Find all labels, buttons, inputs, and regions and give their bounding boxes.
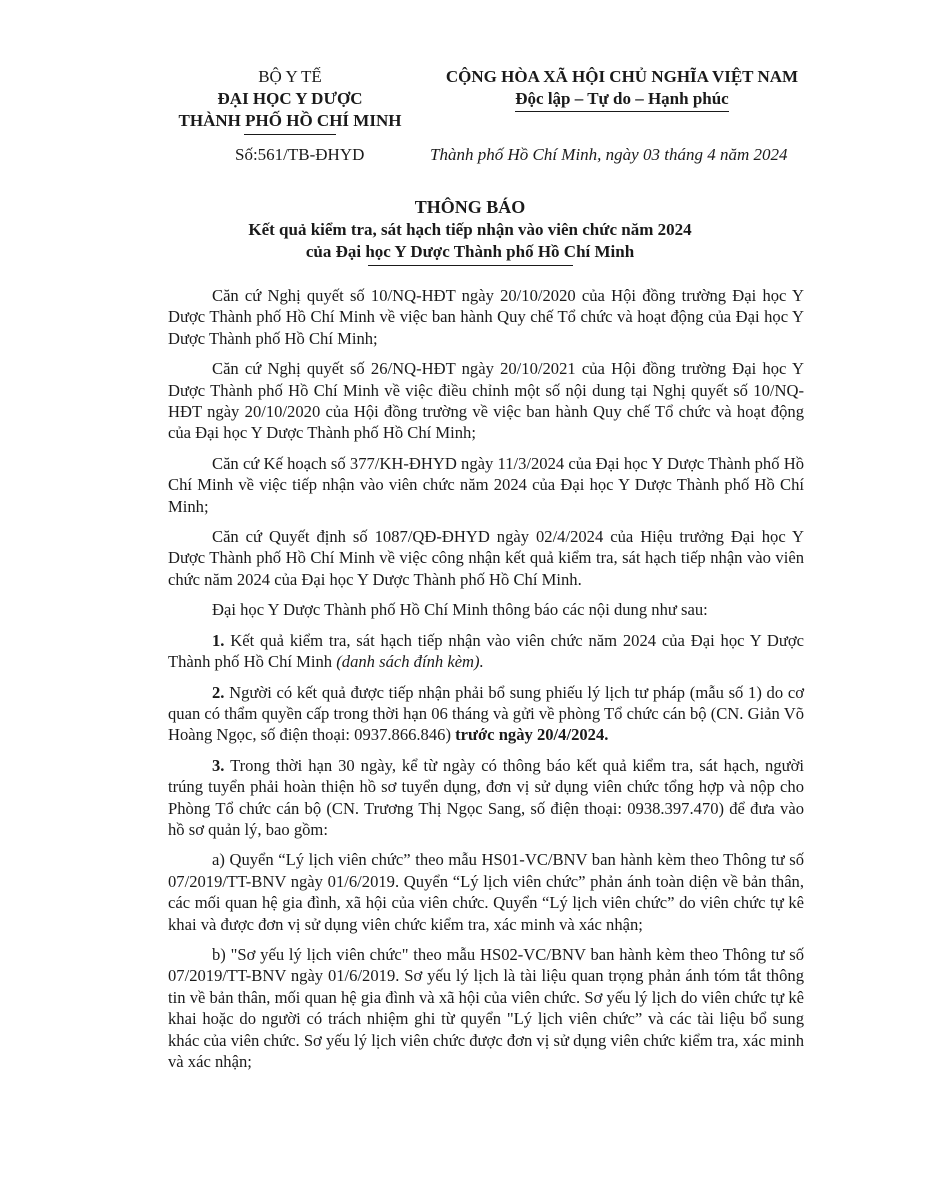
document-date: Thành phố Hồ Chí Minh, ngày 03 tháng 4 năm 2024 [430,145,788,164]
item-1-text: Kết quả kiểm tra, sát hạch tiếp nhận vào viên chức năm 2024 của Đại học Y Dược Thành phố Hồ Chí Minh [168,630,804,672]
announcement-intro: Đại học Y Dược Thành phố Hồ Chí Minh thông báo các nội dung như sau: [212,600,708,620]
title-underline [368,265,573,266]
university-name-line2: THÀNH PHỐ HỒ CHÍ MINH [178,111,402,130]
item-3-text: Trong thời hạn 30 ngày, kể từ ngày có thông báo kết quả kiểm tra, sát hạch, người trúng tuyển phải hoàn thiện hồ sơ tuyển dụng, đơn vị sử dụng viên chức tổng hợp và nộp cho Phòng Tổ chức cán bộ (CN. Trương Thị Ngọc Sang, số điện thoại: 0938.397.470) để đưa vào hồ sơ quản lý, bao gồm: [168,755,804,839]
legal-basis-1: Căn cứ Nghị quyết số 10/NQ-HĐT ngày 20/10/2020 của Hội đồng trường Đại học Y Dược Thành phố Hồ Chí Minh về việc ban hành Quy chế Tổ chức và hoạt động của Đại học Y Dược Thành phố Hồ Chí Minh; [168,286,804,348]
document-title [140,195,800,266]
title-sub-line1: Kết quả kiểm tra, sát hạch tiếp nhận vào viên chức năm 2024 [248,220,692,239]
legal-basis-4: Căn cứ Quyết định số 1087/QĐ-ĐHYD ngày 02/4/2024 của Hiệu trưởng Đại học Y Dược Thành phố Hồ Chí Minh về việc công nhận kết quả kiểm tra, sát hạch tiếp nhận vào viên chức năm 2024 của Đại học Y Dược Thành phố Hồ Chí Minh. [168,527,804,589]
nation-name: CỘNG HÒA XÃ HỘI CHỦ NGHĨA VIỆT NAM [445,67,799,86]
item-3 [168,755,804,841]
authority-underline [244,134,336,135]
title-sub-line2: của Đại học Y Dược Thành phố Hồ Chí Minh [305,242,635,261]
item-2-deadline: trước ngày 20/4/2024. [455,725,609,745]
item-1-note: (danh sách đính kèm). [336,652,484,672]
university-name-line1: ĐẠI HỌC Y DƯỢC [217,89,363,108]
issuing-authority [150,66,430,135]
item-2-number: 2. [212,682,225,702]
national-motto: Độc lập – Tự do – Hạnh phúc [515,88,728,112]
document-number: Số:561/TB-ĐHYD [235,145,365,164]
item-3b: b) "Sơ yếu lý lịch viên chức" theo mẫu HS02-VC/BNV ban hành kèm theo Thông tư số 07/2019/TT-BNV ngày 01/6/2019. Sơ yếu lý lịch là tài liệu quan trọng phản ánh tóm tắt thông tin về bản thân, mối quan hệ gia đình và xã hội của viên chức. Sơ yếu lý lịch do viên chức tự kê khai hoặc do người có trách nhiệm ghi từ quyển "Lý lịch viên chức” và các tài liệu bổ sung khác của viên chức. Sơ yếu lý lịch viên chức được đơn vị sử dụng viên chức kiểm tra, xác minh và xác nhận; [168,944,804,1071]
item-2-text: Người có kết quả được tiếp nhận phải bổ sung phiếu lý lịch tư pháp (mẫu số 1) do cơ quan có thẩm quyền cấp trong thời hạn 06 tháng và gửi về phòng Tổ chức cán bộ (CN. Giản Võ Hoàng Ngọc, số điện thoại: 0937.866.846) [168,682,804,745]
item-3a: a) Quyển “Lý lịch viên chức” theo mẫu HS01-VC/BNV ban hành kèm theo Thông tư số 07/2019/TT-BNV ngày 01/6/2019. Quyển “Lý lịch viên chức” phản ánh toàn diện về bản thân, các mối quan hệ gia đình, xã hội của viên chức. Quyển “Lý lịch viên chức” do viên chức tự kê khai và được đơn vị sử dụng viên chức kiểm tra, xác minh và xác nhận; [168,850,804,934]
item-1 [168,630,804,673]
item-3-number: 3. [212,755,225,775]
title-main: THÔNG BÁO [414,197,526,217]
legal-basis-3: Căn cứ Kế hoạch số 377/KH-ĐHYD ngày 11/3/2024 của Đại học Y Dược Thành phố Hồ Chí Minh về việc tiếp nhận vào viên chức năm 2024 của Đại học Y Dược Thành phố Hồ Chí Minh; [168,453,804,516]
ministry-name: BỘ Y TẾ [258,67,322,86]
item-1-number: 1. [212,630,225,650]
document-body [168,285,804,1081]
national-header [412,66,832,112]
legal-basis-2: Căn cứ Nghị quyết số 26/NQ-HĐT ngày 20/10/2021 của Hội đồng trường Đại học Y Dược Thành phố Hồ Chí Minh về việc điều chỉnh một số nội dung tại Nghị quyết số 10/NQ-HĐT ngày 20/10/2020 của Hội đồng trường về việc ban hành Quy chế Tổ chức và hoạt động của Đại học Y Dược Thành phố Hồ Chí Minh; [168,359,804,443]
item-2 [168,682,804,746]
